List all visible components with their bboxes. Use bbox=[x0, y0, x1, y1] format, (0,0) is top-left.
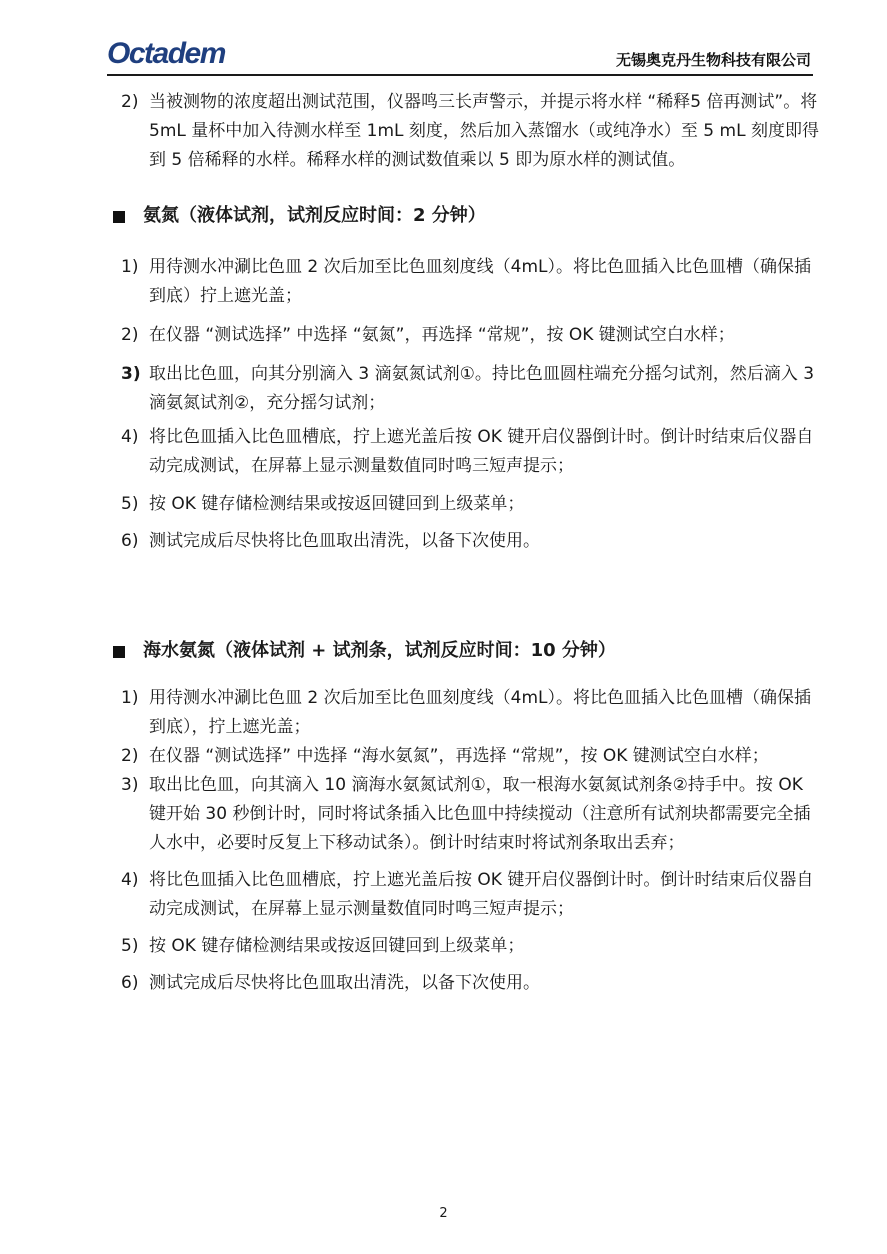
step-text: 按 OK 键存储检测结果或按返回键回到上级菜单； bbox=[149, 936, 525, 956]
step-number: 6) bbox=[121, 531, 139, 551]
page-number: 2 bbox=[439, 1206, 448, 1221]
step-text: 按 OK 键存储检测结果或按返回键回到上级菜单； bbox=[149, 494, 525, 514]
step-text: 将比色皿插入比色皿槽底，拧上遮光盖后按 OK 键开启仪器倒计时。倒计时结束后仪器自动完成测试，在屏幕上显示测量数值同时鸣三短声提示； bbox=[149, 870, 814, 919]
list-item bbox=[107, 742, 825, 771]
list-item bbox=[107, 932, 825, 961]
intro-step bbox=[107, 88, 825, 175]
step-text: 在仪器 “测试选择” 中选择 “氨氮”，再选择 “常规”，按 OK 键测试空白水样； bbox=[149, 325, 735, 345]
section-heading bbox=[107, 201, 825, 231]
section-heading bbox=[107, 636, 825, 666]
list-item bbox=[107, 490, 825, 519]
step-text: 取出比色皿，向其滴入 10 滴海水氨氮试剂①，取一根海水氨氮试剂条②持手中。按 OK 键开始 30 秒倒计时，同时将试条插入比色皿中持续搅动（注意所有试剂块都需要完全插人水中，必要时反复上下移动试条）。倒计时结束时将试剂条取出丢弃； bbox=[149, 775, 811, 853]
step-number: 5) bbox=[121, 936, 139, 956]
step-text: 将比色皿插入比色皿槽底，拧上遮光盖后按 OK 键开启仪器倒计时。倒计时结束后仪器自动完成测试，在屏幕上显示测量数值同时鸣三短声提示； bbox=[149, 427, 814, 476]
step-number: 5) bbox=[121, 494, 139, 514]
step-number: 4) bbox=[121, 870, 139, 890]
list-item bbox=[107, 253, 825, 311]
list-item bbox=[107, 771, 825, 858]
step-text: 取出比色皿，向其分别滴入 3 滴氨氮试剂①。持比色皿圆柱端充分摇匀试剂，然后滴入 3 滴氨氮试剂②，充分摇匀试剂； bbox=[149, 364, 815, 413]
step-number: 4) bbox=[121, 427, 139, 447]
step-number: 3) bbox=[121, 775, 139, 795]
company-logo: Octadem bbox=[107, 37, 225, 70]
step-text: 测试完成后尽快将比色皿取出清洗，以备下次使用。 bbox=[149, 531, 540, 551]
step-number: 2) bbox=[121, 746, 139, 766]
list-item bbox=[107, 360, 825, 418]
step-number: 1) bbox=[121, 688, 139, 708]
step-text: 用待测水冲涮比色皿 2 次后加至比色皿刻度线（4mL）。将比色皿插入比色皿槽（确保插到底），拧上遮光盖； bbox=[149, 688, 811, 737]
step-number: 6) bbox=[121, 973, 139, 993]
list-item bbox=[107, 527, 825, 556]
step-text: 在仪器 “测试选择” 中选择 “海水氨氮”，再选择 “常规”，按 OK 键测试空白水样； bbox=[149, 746, 769, 766]
company-name: 无锡奥克丹生物科技有限公司 bbox=[615, 51, 811, 69]
list-item bbox=[107, 684, 825, 742]
list-item bbox=[107, 321, 825, 350]
document-body bbox=[107, 86, 825, 998]
step-number: 3) bbox=[121, 364, 141, 384]
step-text: 当被测物的浓度超出测试范围，仪器鸣三长声警示，并提示将水样 “稀释5 倍再测试”。将 5mL 量杯中加入待测水样至 1mL 刻度，然后加入蒸馏水（或纯净水）至 5 mL 刻度即得到 5 倍稀释的水样。稀释水样的测试数值乘以 5 即为原水样的测试值。 bbox=[149, 92, 819, 170]
step-number: 2) bbox=[121, 92, 139, 112]
square-bullet-icon bbox=[113, 211, 125, 223]
list-item bbox=[107, 969, 825, 998]
section-title: 海水氨氮（液体试剂 + 试剂条，试剂反应时间：10 分钟） bbox=[143, 640, 616, 661]
list-item bbox=[107, 423, 825, 481]
step-text: 用待测水冲涮比色皿 2 次后加至比色皿刻度线（4mL）。将比色皿插入比色皿槽（确保插到底）拧上遮光盖； bbox=[149, 257, 811, 306]
list-item bbox=[107, 866, 825, 924]
square-bullet-icon bbox=[113, 646, 125, 658]
step-number: 2) bbox=[121, 325, 139, 345]
section-title: 氨氮（液体试剂，试剂反应时间：2 分钟） bbox=[143, 205, 486, 226]
step-text: 测试完成后尽快将比色皿取出清洗，以备下次使用。 bbox=[149, 973, 540, 993]
step-number: 1) bbox=[121, 257, 139, 277]
page-header bbox=[107, 38, 813, 76]
